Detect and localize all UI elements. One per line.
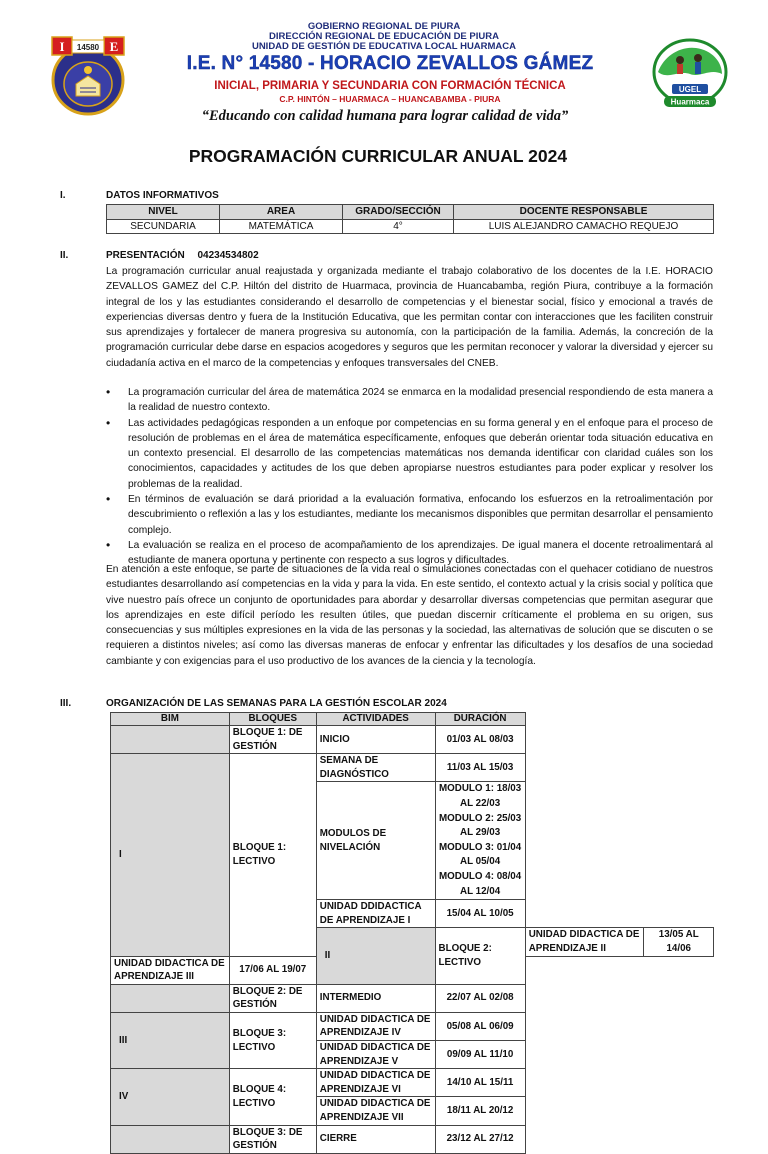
duracion-cell: 09/09 AL 11/10: [435, 1041, 525, 1069]
school-levels: INICIAL, PRIMARIA Y SECUNDARIA CON FORMACIÓN TÉCNICA: [214, 80, 566, 92]
huarmaca-label: Huarmaca: [670, 97, 710, 107]
bim-cell: IV: [111, 1069, 230, 1125]
actividad-cell: UNIDAD DIDACTICA DE APRENDIZAJE VII: [316, 1097, 435, 1125]
bloque-cell: BLOQUE 2: DE GESTIÓN: [229, 984, 316, 1012]
col-docente: DOCENTE RESPONSABLE: [454, 205, 714, 220]
section-1-number: I.: [60, 190, 66, 201]
school-crest-logo: [50, 36, 126, 116]
bloque-cell: BLOQUE 2: LECTIVO: [435, 928, 525, 984]
closing-paragraph: En atención a este enfoque, se parte de situaciones de la vida real o simulaciones conectadas con el quehacer cotidiano de nuestros estudiantes desarrollando así competencias en la vida y para la vida. En este sentido, el contexto actual y la crisis social y política que vive nuestro país ofrece un conjunto de oportunidades para abordar y desarrollar diversas competencias que permitan asegurar que los aprendizajes en este difícil período les resulten útiles, que puedan discernir críticamente el problema en su origen, sus consecuencias y sus múltiples expresiones en la vida de las personas y la sociedad, las alternativas de solución que se discuten o se requieren a distintos niveles; así como las diversas maneras de enfocar y enfrentar las dificultades y los desafíos de una sociedad cambiante y con exigencias para el uso productivo de los avances de la ciencia y la tecnología.: [106, 564, 713, 667]
bim-cell: [111, 726, 230, 754]
bullet-item: • La evaluación se realiza en el proceso de acompañamiento de los aprendizajes. De igual manera el docente retroalimentará al estudiante de manera oportuna y pertinente con respecto a sus logros y dificultades.: [106, 538, 713, 569]
bim-cell: I: [111, 754, 230, 956]
section-2-code: 04234534802: [197, 250, 259, 261]
col-nivel: NIVEL: [107, 205, 220, 220]
duracion-cell: 13/05 AL 14/06: [644, 928, 714, 956]
section-2-number: II.: [60, 250, 69, 261]
school-motto: “Educando con calidad humana para lograr calidad de vida”: [201, 108, 569, 124]
bloque-cell: BLOQUE 3: DE GESTIÓN: [229, 1125, 316, 1153]
nivel-value: SECUNDARIA: [107, 219, 220, 234]
unidad-line: UNIDAD DE GESTIÓN DE EDUCATIVA LOCAL HUARMACA: [251, 41, 517, 52]
bloque-cell: BLOQUE 3: LECTIVO: [229, 1012, 316, 1068]
section-1-title: DATOS INFORMATIVOS: [106, 190, 219, 201]
document-title: PROGRAMACIÓN CURRICULAR ANUAL 2024: [188, 146, 568, 166]
school-location: C.P. HINTÓN – HUARMACA – HUANCABAMBA - PIURA: [279, 94, 501, 104]
crest-letter-i: I: [59, 39, 65, 54]
grado-value: 4°: [343, 219, 454, 234]
duracion-cell: 05/08 AL 06/09: [435, 1012, 525, 1040]
actividad-cell: UNIDAD DIDACTICA DE APRENDIZAJE II: [525, 928, 644, 956]
section-3-number: III.: [60, 698, 72, 709]
table-row: [111, 1012, 714, 1040]
actividad-cell: SEMANA DE DIAGNÓSTICO: [316, 754, 435, 782]
col-bloques: BLOQUES: [229, 713, 316, 726]
intro-paragraph: La programación curricular anual reajustada y organizada mediante el trabajo colaborativo de los docentes de la I.E. HORACIO ZEVALLOS GAMEZ del C.P. Hiltón del distrito de Huarmaca, provincia de Huancabamba, región Piura, contribuye a la formación integral de los y las estudiantes considerando el desarrollo de competencias y el bienestar social, físico y emocional a través de experiencias diversas dentro y fuera de la Institución Educativa, que les permitan contar con interacciones que les faciliten construir sus aprendizajes y fortalecer de manera progresiva su autonomía, con la participación de la familia. Además, la concreción de la programación curricular debe darse en espacios acogedores y seguros que les permitan reconocer y valorar la diversidad y ejercer su ciudadanía activa en el marco de la competencias y enfoques transversales del CNEB.: [106, 266, 713, 369]
bloque-cell: BLOQUE 1: LECTIVO: [229, 754, 316, 956]
actividad-cell: UNIDAD DIDACTICA DE APRENDIZAJE IV: [316, 1012, 435, 1040]
schedule-table: [110, 712, 714, 1154]
actividad-cell: UNIDAD DIDACTICA DE APRENDIZAJE V: [316, 1041, 435, 1069]
actividad-cell: INTERMEDIO: [316, 984, 435, 1012]
duracion-cell: 23/12 AL 27/12: [435, 1125, 525, 1153]
col-actividades: ACTIVIDADES: [316, 713, 435, 726]
actividad-cell: UNIDAD DIDACTICA DE APRENDIZAJE VI: [316, 1069, 435, 1097]
ugel-huarmaca-logo: [650, 38, 730, 110]
table-row: [111, 726, 714, 754]
bim-cell: III: [111, 1012, 230, 1068]
bullet-item: • En términos de evaluación se dará prioridad a la evaluación formativa, enfocando los esfuerzos en la retroalimentación por descubrimiento o reflexión a las y los estudiantes, mediante los mecanismos disponibles que permitan desarrollar el pensamiento complejo.: [106, 492, 713, 538]
docente-value: LUIS ALEJANDRO CAMACHO REQUEJO: [454, 219, 714, 234]
duracion-cell: 22/07 AL 02/08: [435, 984, 525, 1012]
presentation-closing: [106, 562, 713, 669]
duracion-cell: 17/06 AL 19/07: [229, 956, 316, 984]
col-bim: BIM: [111, 713, 230, 726]
duracion-cell: 14/10 AL 15/11: [435, 1069, 525, 1097]
actividad-cell: UNIDAD DIDACTICA DE APRENDIZAJE III: [111, 956, 230, 984]
gov-line: GOBIERNO REGIONAL DE PIURA: [307, 21, 461, 32]
actividad-cell: UNIDAD DDIDACTICA DE APRENDIZAJE I: [316, 900, 435, 928]
modulo-line: MODULO 1: 18/03 AL 22/03: [439, 783, 522, 809]
area-value: MATEMÁTICA: [220, 219, 343, 234]
table-row: [111, 1125, 714, 1153]
actividad-cell: INICIO: [316, 726, 435, 754]
bim-cell: II: [316, 928, 435, 984]
info-table-header: [107, 205, 714, 220]
schedule-header: [111, 713, 714, 726]
actividad-cell: CIERRE: [316, 1125, 435, 1153]
duracion-cell: 18/11 AL 20/12: [435, 1097, 525, 1125]
table-row: [111, 754, 714, 782]
modulo-line: MODULO 3: 01/04 AL 05/04: [439, 841, 522, 868]
bim-cell: [111, 1125, 230, 1153]
bullet-item: • Las actividades pedagógicas responden a un enfoque por competencias en su forma general y en el enfoque para el proceso de resolución de problemas en el área de matemática específicamente, enfoques que deberán orientar toda situación educativa en un contexto presencial. El desarrollo de las competencias matemáticas nos demanda identificar con claridad cuáles son los conocimientos, capacidades y actitudes de los que deben apropiarse nuestros estudiantes para poder explicar y resolver los problemas de la realidad.: [106, 416, 713, 492]
table-row: [111, 1069, 714, 1097]
section-2-heading: [106, 250, 259, 261]
presentation-intro: [106, 264, 713, 371]
col-duracion: DURACIÓN: [435, 713, 525, 726]
crest-number: 14580: [76, 43, 100, 52]
col-area: AREA: [220, 205, 343, 220]
duracion-cell: 11/03 AL 15/03: [435, 754, 525, 782]
crest-letter-e: E: [109, 39, 119, 54]
bloque-cell: BLOQUE 4: LECTIVO: [229, 1069, 316, 1125]
bullet-item: • La programación curricular del área de matemática 2024 se enmarca en la modalidad presencial respondiendo de esta manera a la realidad de nuestro contexto.: [106, 385, 713, 416]
ugel-label: UGEL: [678, 85, 702, 94]
modulo-line: MODULO 4: 08/04 AL 12/04: [439, 870, 522, 897]
info-table: [106, 204, 714, 234]
section-2-title: PRESENTACIÓN: [106, 250, 185, 261]
duracion-cell: 01/03 AL 08/03: [435, 726, 525, 754]
col-grado: GRADO/SECCIÓN: [343, 205, 454, 220]
table-row: [111, 984, 714, 1012]
info-table-row: [107, 219, 714, 234]
presentation-bullets: [106, 385, 713, 569]
section-3-title: ORGANIZACIÓN DE LAS SEMANAS PARA LA GESTIÓN ESCOLAR 2024: [106, 698, 447, 709]
bim-cell: [111, 984, 230, 1012]
bloque-cell: BLOQUE 1: DE GESTIÓN: [229, 726, 316, 754]
actividad-cell: MODULOS DE NIVELACIÓN: [316, 782, 435, 900]
direccion-line: DIRECCIÓN REGIONAL DE EDUCACIÓN DE PIURA: [269, 31, 499, 42]
school-name: I.E. N° 14580 - HORACIO ZEVALLOS GÁMEZ: [186, 53, 594, 74]
modulo-line: MODULO 2: 25/03 AL 29/03: [439, 812, 522, 839]
duracion-cell: 15/04 AL 10/05: [435, 900, 525, 928]
duracion-cell: [435, 782, 525, 900]
